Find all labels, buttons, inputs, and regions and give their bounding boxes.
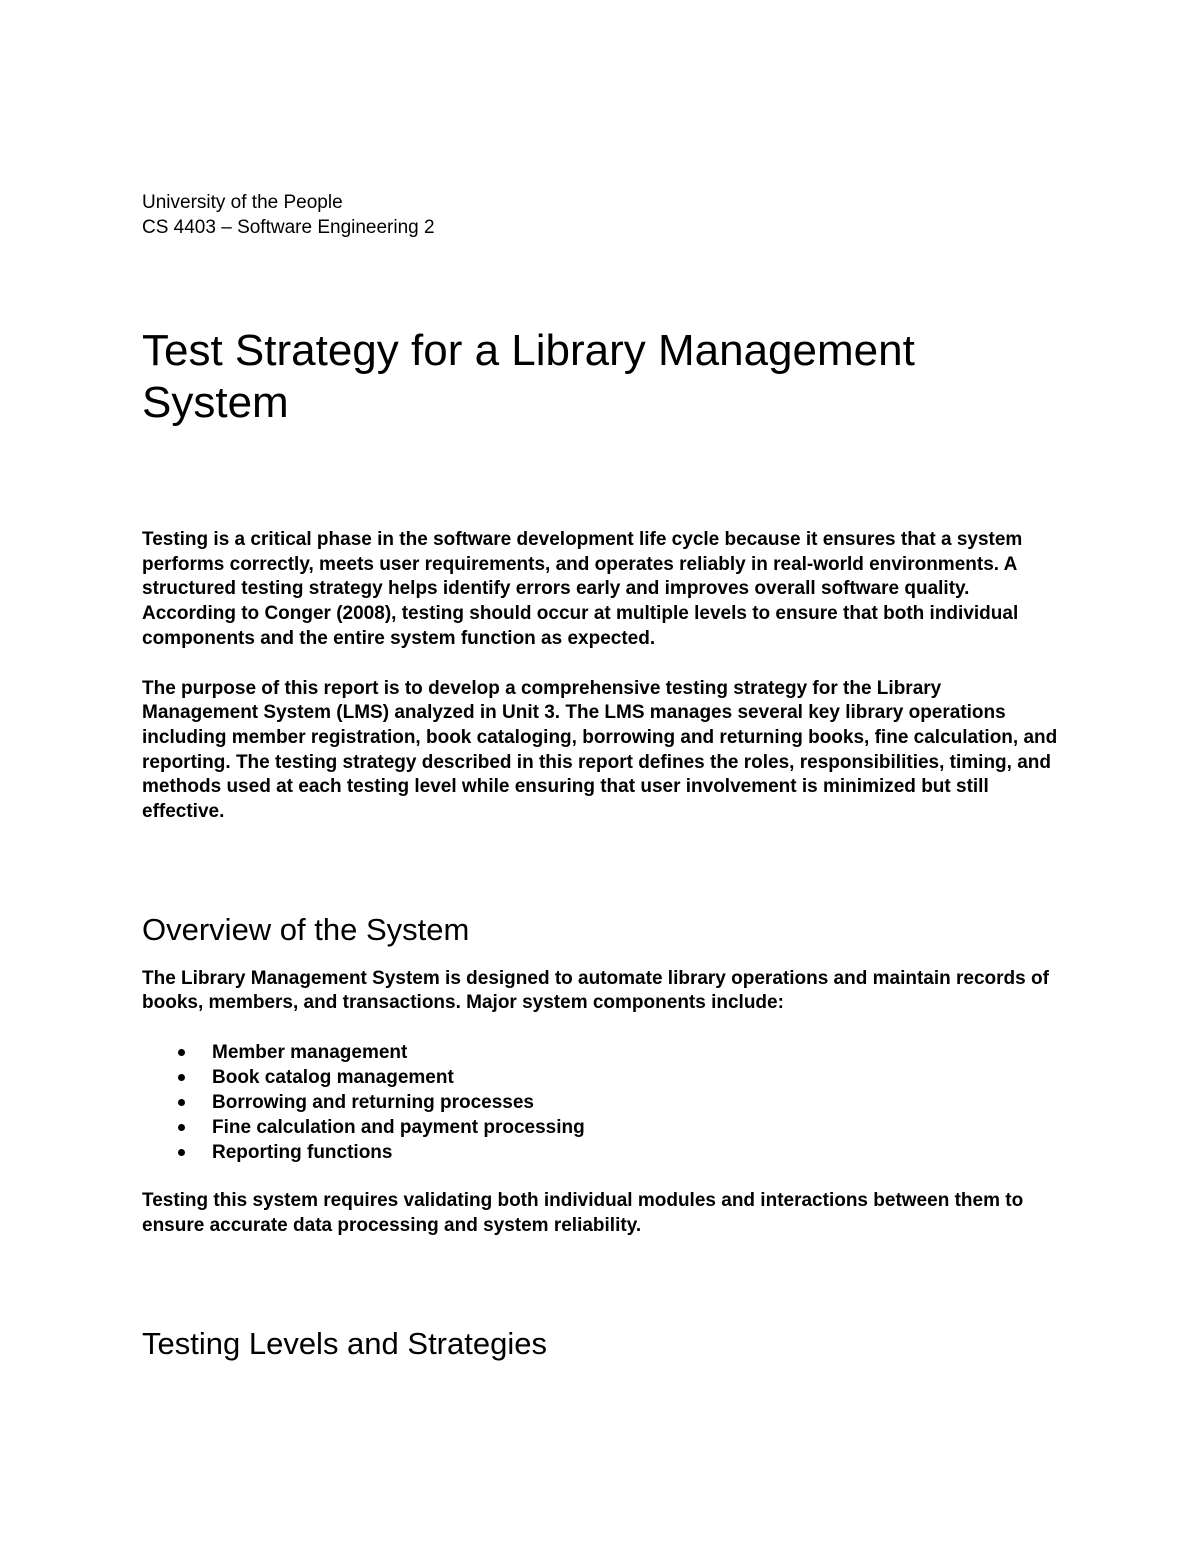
- bullet-icon: [178, 1074, 185, 1081]
- list-item-label: Reporting functions: [212, 1142, 393, 1164]
- bullet-icon: [178, 1049, 185, 1056]
- bullet-icon: [178, 1149, 185, 1156]
- list-item: [174, 1090, 1062, 1115]
- list-item: [174, 1140, 1062, 1165]
- overview-heading: Overview of the System: [142, 911, 470, 947]
- institution-name: University of the People: [142, 192, 343, 213]
- list-item-label: Borrowing and returning processes: [212, 1092, 534, 1114]
- overview-paragraph: The Library Management System is designed to automate library operations and maintain records of books, members, and transactions. Major system components include:: [142, 967, 1049, 1014]
- testing-levels-heading: Testing Levels and Strategies: [142, 1325, 547, 1361]
- list-item: [174, 1065, 1062, 1090]
- bullet-icon: [178, 1124, 185, 1131]
- list-item-label: Member management: [212, 1042, 408, 1064]
- document-body: [142, 190, 1062, 1363]
- course-name: CS 4403 – Software Engineering 2: [142, 217, 435, 238]
- document-header: [142, 190, 1062, 240]
- component-list: [142, 1040, 1062, 1165]
- list-item: [174, 1115, 1062, 1140]
- bullet-icon: [178, 1099, 185, 1106]
- list-item-label: Fine calculation and payment processing: [212, 1117, 585, 1139]
- intro-paragraph-1: Testing is a critical phase in the software development life cycle because it ensures that a system performs correctly, meets user requirements, and operates reliably in real-world environments. A structured testing strategy helps identify errors early and improves overall software quality. According to Conger (2008), testing should occur at multiple levels to ensure that both individual components and the entire system function as expected.: [142, 529, 1023, 649]
- list-item-label: Book catalog management: [212, 1067, 454, 1089]
- intro-paragraph-2: The purpose of this report is to develop a comprehensive testing strategy for the Library Management System (LMS) analyzed in Unit 3. The LMS manages several key library operations including member registration, book cataloging, borrowing and returning books, fine calculation, and reporting. The testing strategy described in this report defines the roles, responsibilities, timing, and methods used at each testing level while ensuring that user involvement is minimized but still effective.: [142, 677, 1058, 823]
- document-title: Test Strategy for a Library Management System: [142, 326, 915, 427]
- list-item: [174, 1040, 1062, 1065]
- overview-closing-paragraph: Testing this system requires validating both individual modules and interactions between them to ensure accurate data processing and system reliability.: [142, 1190, 1024, 1236]
